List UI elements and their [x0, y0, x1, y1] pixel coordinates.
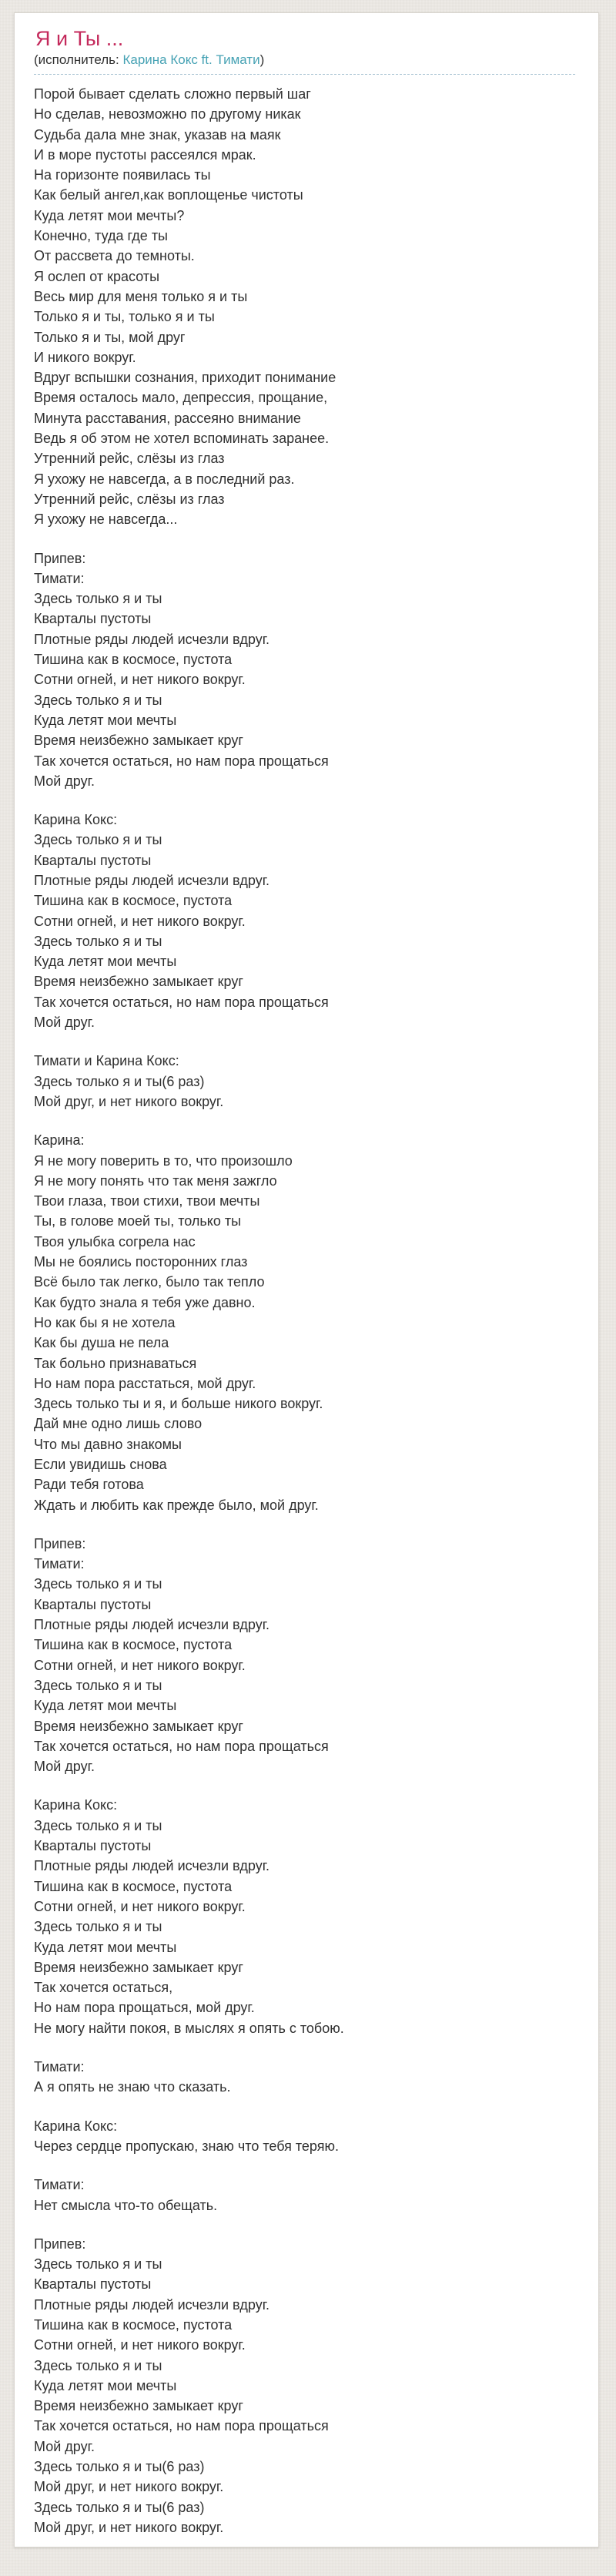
lyrics-stanza	[34, 2175, 575, 2215]
song-title: Я и Ты ...	[35, 27, 124, 50]
lyrics-stanza	[34, 548, 575, 792]
lyric-line: Здесь только я и ты	[34, 591, 162, 607]
lyric-line: Тимати и Карина Кокс:	[34, 1053, 179, 1069]
lyric-line: Но как бы я не хотела	[34, 1314, 176, 1330]
lyric-line: Сотни огней, и нет никого вокруг.	[34, 1657, 246, 1673]
lyric-line: Твоя улыбка согрела нас	[34, 1233, 196, 1249]
lyrics-stanza	[34, 1534, 575, 1777]
lyric-line: Время неизбежно замыкает круг	[34, 733, 243, 749]
lyric-line: Так больно признаваться	[34, 1355, 197, 1371]
lyric-line: Сотни огней, и нет никого вокруг.	[34, 672, 246, 688]
lyric-line: Карина:	[34, 1132, 85, 1149]
lyric-line: Так хочется остаться,	[34, 1980, 173, 1996]
lyric-line: От рассвета до темноты.	[34, 248, 195, 264]
lyric-line: Мой друг, и нет никого вокруг.	[34, 1093, 224, 1109]
lyric-line: Плотные ряды людей исчезли вдруг.	[34, 631, 270, 647]
lyric-line: Здесь только я и ты(6 раз)	[34, 2459, 205, 2475]
lyric-line: Всё было так легко, было так тепло	[34, 1274, 265, 1290]
lyric-line: Как белый ангел,как воплощенье чистоты	[34, 187, 303, 203]
lyric-line: Мой друг, и нет никого вокруг.	[34, 2479, 224, 2495]
page-background	[0, 12, 616, 2576]
lyric-line: Мы не боялись посторонних глаз	[34, 1254, 248, 1270]
lyric-line: Куда летят мои мечты	[34, 1698, 177, 1714]
lyric-line: Карина Кокс:	[34, 812, 118, 828]
lyric-line: Не могу найти покоя, в мыслях я опять с тобою.	[34, 2020, 344, 2036]
lyric-line: Здесь только я и ты	[34, 933, 162, 949]
lyric-line: Минута расставания, рассеяно внимание	[34, 410, 301, 426]
lyric-line: Мой друг.	[34, 1759, 95, 1775]
lyric-line: Кварталы пустоты	[34, 611, 152, 627]
lyric-line: Тимати:	[34, 2059, 85, 2075]
lyric-line: Здесь только я и ты	[34, 1817, 162, 1833]
lyric-line: Только я и ты, мой друг	[34, 329, 186, 345]
lyric-line: Порой бывает сделать сложно первый шаг	[34, 86, 311, 102]
lyric-line: Так хочется остаться, но нам пора прощаться	[34, 753, 329, 769]
lyric-line: Мой друг.	[34, 1015, 95, 1031]
lyric-line: Но нам пора прощаться, мой друг.	[34, 2000, 255, 2016]
lyric-line: Я не могу поверить в то, что произошло	[34, 1152, 293, 1169]
lyric-line: Я ослеп от красоты	[34, 268, 160, 284]
lyric-line: Здесь только я и ты	[34, 2357, 162, 2373]
lyric-line: Ждать и любить как прежде было, мой друг.	[34, 1497, 319, 1513]
lyric-line: Мой друг.	[34, 2438, 95, 2454]
lyric-line: Я не могу понять что так меня зажгло	[34, 1172, 277, 1189]
lyric-line: Вдруг вспышки сознания, приходит понимание	[34, 370, 336, 386]
lyric-line: Но нам пора расстаться, мой друг.	[34, 1375, 256, 1391]
lyric-line: Тишина как в космосе, пустота	[34, 2316, 233, 2333]
lyric-line: Нет смысла что-то обещать.	[34, 2197, 218, 2213]
lyric-line: Припев:	[34, 1535, 86, 1551]
lyric-line: Дай мне одно лишь слово	[34, 1416, 203, 1432]
lyric-line: Судьба дала мне знак, указав на маяк	[34, 126, 281, 143]
lyric-line: Тишина как в космосе, пустота	[34, 893, 233, 909]
lyric-line: Время неизбежно замыкает круг	[34, 2398, 243, 2414]
lyric-line: На горизонте появилась ты	[34, 167, 211, 183]
artist-line	[34, 52, 575, 75]
lyric-line: Плотные ряды людей исчезли вдруг.	[34, 2296, 270, 2313]
lyric-line: Припев:	[34, 2236, 86, 2252]
lyric-line: Утренний рейс, слёзы из глаз	[34, 491, 225, 507]
lyric-line: Так хочется остаться, но нам пора прощаться	[34, 994, 329, 1010]
lyrics-stanza	[34, 810, 575, 1032]
lyric-line: Мой друг.	[34, 773, 95, 789]
lyrics-stanza	[34, 2234, 575, 2537]
lyric-line: Куда летят мои мечты?	[34, 207, 185, 223]
lyric-line: Здесь только я и ты	[34, 1919, 162, 1935]
lyric-line: Тимати:	[34, 570, 85, 586]
lyric-line: Твои глаза, твои стихи, твои мечты	[34, 1193, 260, 1209]
lyric-line: Куда летят мои мечты	[34, 712, 177, 728]
lyrics-text	[34, 75, 575, 2537]
artist-prefix: (исполнитель:	[34, 52, 123, 67]
lyric-line: Я ухожу не навсегда, а в последний раз.	[34, 471, 295, 487]
lyric-line: Плотные ряды людей исчезли вдруг.	[34, 1858, 270, 1874]
lyric-line: Но сделав, невозможно по другому никак	[34, 106, 301, 122]
lyric-line: Я ухожу не навсегда...	[34, 512, 178, 528]
lyrics-card	[14, 12, 599, 2547]
lyric-line: Через сердце пропускаю, знаю что тебя теряю.	[34, 2138, 339, 2154]
lyrics-stanza	[34, 84, 575, 530]
lyric-line: Что мы давно знакомы	[34, 1436, 182, 1452]
lyric-line: Сотни огней, и нет никого вокруг.	[34, 1898, 246, 1914]
lyric-line: Карина Кокс:	[34, 2118, 118, 2134]
lyric-line: Кварталы пустоты	[34, 852, 152, 868]
lyric-line: Утренний рейс, слёзы из глаз	[34, 451, 225, 467]
lyric-line: Припев:	[34, 550, 86, 566]
lyric-line: Здесь только я и ты	[34, 692, 162, 708]
lyric-line: Если увидишь снова	[34, 1457, 167, 1472]
lyrics-stanza	[34, 1130, 575, 1515]
lyric-line: Конечно, туда где ты	[34, 228, 168, 244]
lyric-line: Тишина как в космосе, пустота	[34, 1637, 233, 1653]
lyric-line: Плотные ряды людей исчезли вдруг.	[34, 1617, 270, 1633]
lyric-line: Кварталы пустоты	[34, 2276, 152, 2293]
lyric-line: Здесь только я и ты	[34, 1576, 162, 1592]
lyric-line: И в море пустоты рассеялся мрак.	[34, 146, 256, 163]
lyrics-stanza	[34, 1795, 575, 2038]
lyric-line: Ради тебя готова	[34, 1477, 144, 1493]
lyric-line: Куда летят мои мечты	[34, 2377, 177, 2393]
lyric-line: Здесь только я и ты	[34, 832, 162, 848]
lyric-line: Как будто знала я тебя уже давно.	[34, 1294, 256, 1310]
artist-suffix: )	[259, 52, 265, 67]
lyric-line: Ведь я об этом не хотел вспоминать заранее.	[34, 431, 330, 447]
lyric-line: Плотные ряды людей исчезли вдруг.	[34, 872, 270, 888]
lyric-line: Тимати:	[34, 1556, 85, 1572]
lyric-line: Куда летят мои мечты	[34, 1939, 177, 1955]
lyric-line: Время неизбежно замыкает круг	[34, 974, 243, 990]
lyric-line: Здесь только я и ты	[34, 1677, 162, 1693]
lyric-line: Как бы душа не пела	[34, 1335, 169, 1351]
lyric-line: Время неизбежно замыкает круг	[34, 1959, 243, 1975]
lyric-line: Кварталы пустоты	[34, 1596, 152, 1612]
lyric-line: Тишина как в космосе, пустота	[34, 652, 233, 668]
lyric-line: Тишина как в космосе, пустота	[34, 1878, 233, 1894]
lyric-line: А я опять не знаю что сказать.	[34, 2079, 231, 2095]
lyric-line: Карина Кокс:	[34, 1797, 118, 1813]
lyric-line: И никого вокруг.	[34, 349, 136, 365]
lyrics-stanza	[34, 2057, 575, 2098]
lyric-line: Здесь только я и ты(6 раз)	[34, 1073, 205, 1089]
lyric-line: Здесь только я и ты(6 раз)	[34, 2499, 205, 2515]
lyric-line: Здесь только ты и я, и больше никого вокруг.	[34, 1396, 323, 1412]
lyric-line: Сотни огней, и нет никого вокруг.	[34, 2337, 246, 2353]
lyric-line: Тимати:	[34, 2177, 85, 2193]
lyric-line: Весь мир для меня только я и ты	[34, 288, 248, 304]
lyrics-stanza	[34, 2116, 575, 2157]
lyric-line: Здесь только я и ты	[34, 2256, 162, 2272]
lyric-line: Кварталы пустоты	[34, 1838, 152, 1854]
lyric-line: Сотни огней, и нет никого вокруг.	[34, 913, 246, 929]
lyric-line: Так хочется остаться, но нам пора прощаться	[34, 1738, 329, 1754]
lyric-line: Куда летят мои мечты	[34, 954, 177, 970]
lyric-line: Время неизбежно замыкает круг	[34, 1718, 243, 1734]
artist-link[interactable]: Карина Кокс ft. Тимати	[122, 52, 260, 67]
lyric-line: Ты, в голове моей ты, только ты	[34, 1213, 242, 1229]
lyric-line: Так хочется остаться, но нам пора прощаться	[34, 2418, 329, 2434]
lyric-line: Мой друг, и нет никого вокруг.	[34, 2519, 224, 2535]
lyric-line: Время осталось мало, депрессия, прощание,	[34, 390, 328, 406]
lyric-line: Только я и ты, только я и ты	[34, 309, 215, 325]
lyrics-stanza	[34, 1051, 575, 1112]
